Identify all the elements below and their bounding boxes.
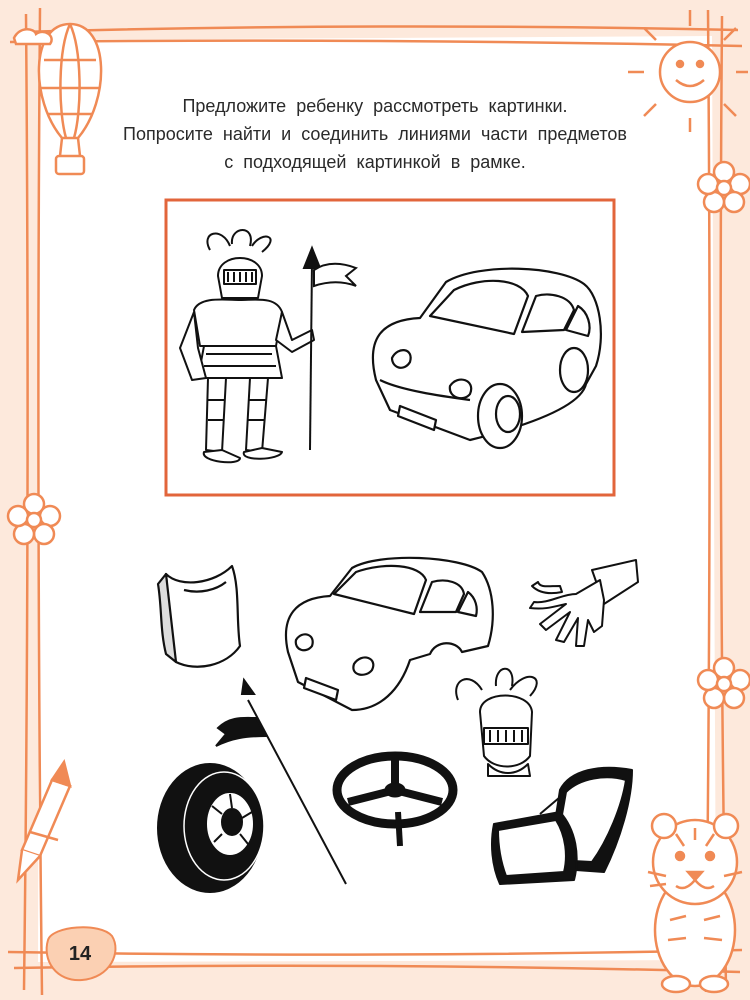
instructions-line-3: с подходящей картинкой в рамке. (224, 152, 526, 172)
instructions-line-1: Предложите ребенку рассмотреть картинки. (182, 96, 568, 116)
instructions-line-2: Попросите найти и соединить линиями части предметов (123, 124, 627, 144)
wheel-icon (158, 764, 264, 892)
tiger-cub-icon (648, 814, 742, 992)
breastplate-icon (158, 566, 240, 667)
instructions-text (90, 92, 660, 176)
page-number: 14 (68, 943, 92, 965)
